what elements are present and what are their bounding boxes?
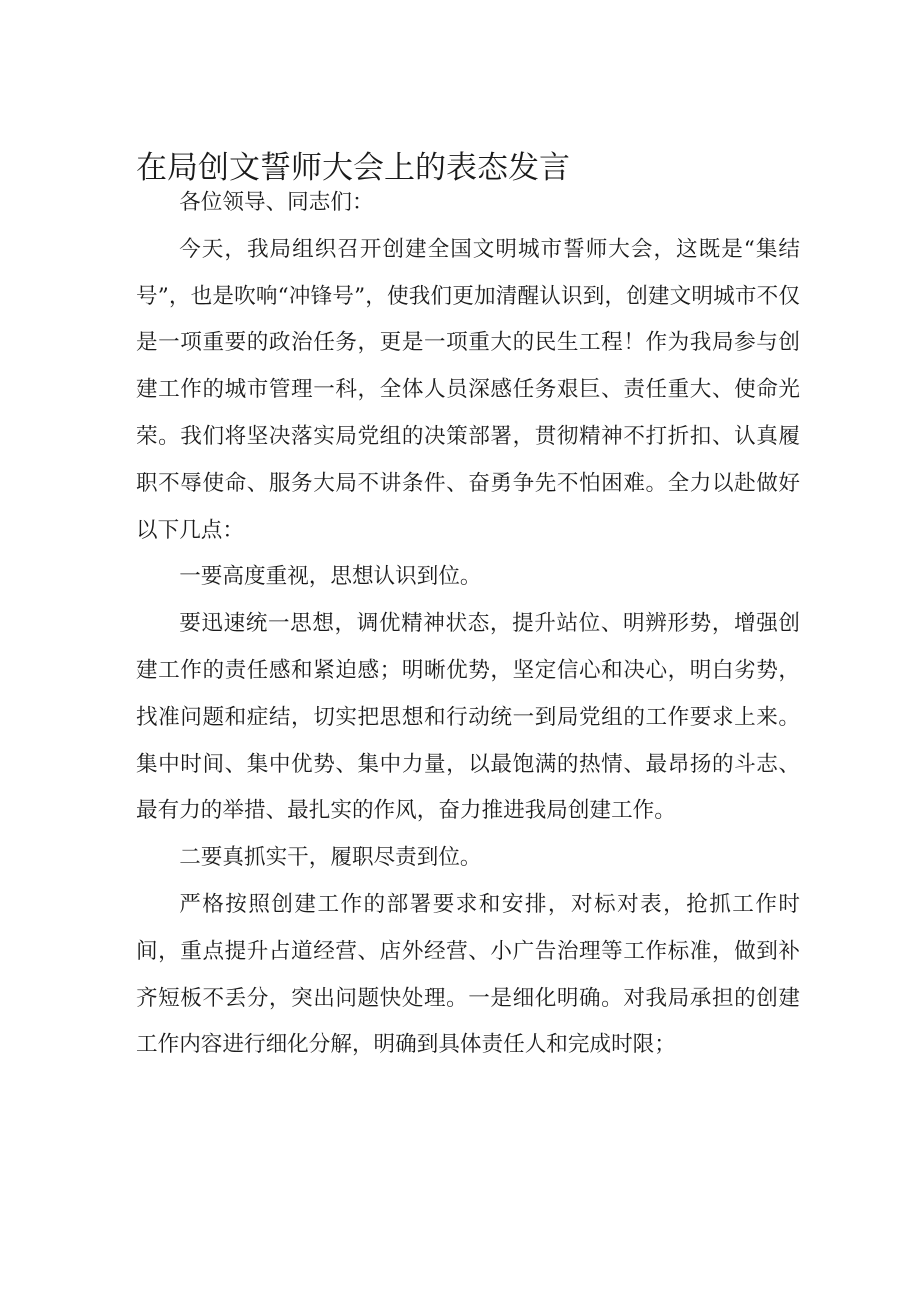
salutation: 各位领导、同志们：	[179, 190, 374, 215]
section-2-paragraph: 严格按照创建工作的部署要求和安排，对标对表，抢抓工作时间，重点提升占道经营、店外经营、小广告治理等工作标准，做到补齐短板不丢分，突出问题快处理。一是细化明确。对我局承担的创建工作内容进行细化分解，明确到具体责任人和完成时限；	[136, 891, 800, 1058]
section-1-paragraph: 要迅速统一思想，调优精神状态，提升站位、明辨形势，增强创建工作的责任感和紧迫感；明晰优势，坚定信心和决心，明白劣势，找准问题和症结，切实把思想和行动统一到局党组的工作要求上来。集中时间、集中优势、集中力量，以最饱满的热情、最昂扬的斗志、最有力的举措、最扎实的作风，奋力推进我局创建工作。	[136, 611, 800, 824]
opening-paragraph: 今天，我局组织召开创建全国文明城市誓师大会，这既是“集结号”，也是吹响“冲锋号”，使我们更加清醒认识到，创建文明城市不仅是一项重要的政治任务，更是一项重大的民生工程！作为我局参与创建工作的城市管理一科，全体人员深感任务艰巨、责任重大、使命光荣。我们将坚决落实局党组的决策部署，贯彻精神不打折扣、认真履职不辱使命、服务大局不讲条件、奋勇争先不怕困难。全力以赴做好以下几点：	[136, 236, 800, 543]
document-body	[136, 180, 800, 1069]
section-heading-2: 二要真抓实干，履职尽责到位。	[179, 845, 482, 871]
section-heading-1: 一要高度重视，思想认识到位。	[179, 564, 482, 590]
document-title: 在局创文誓师大会上的表态发言	[136, 150, 570, 186]
